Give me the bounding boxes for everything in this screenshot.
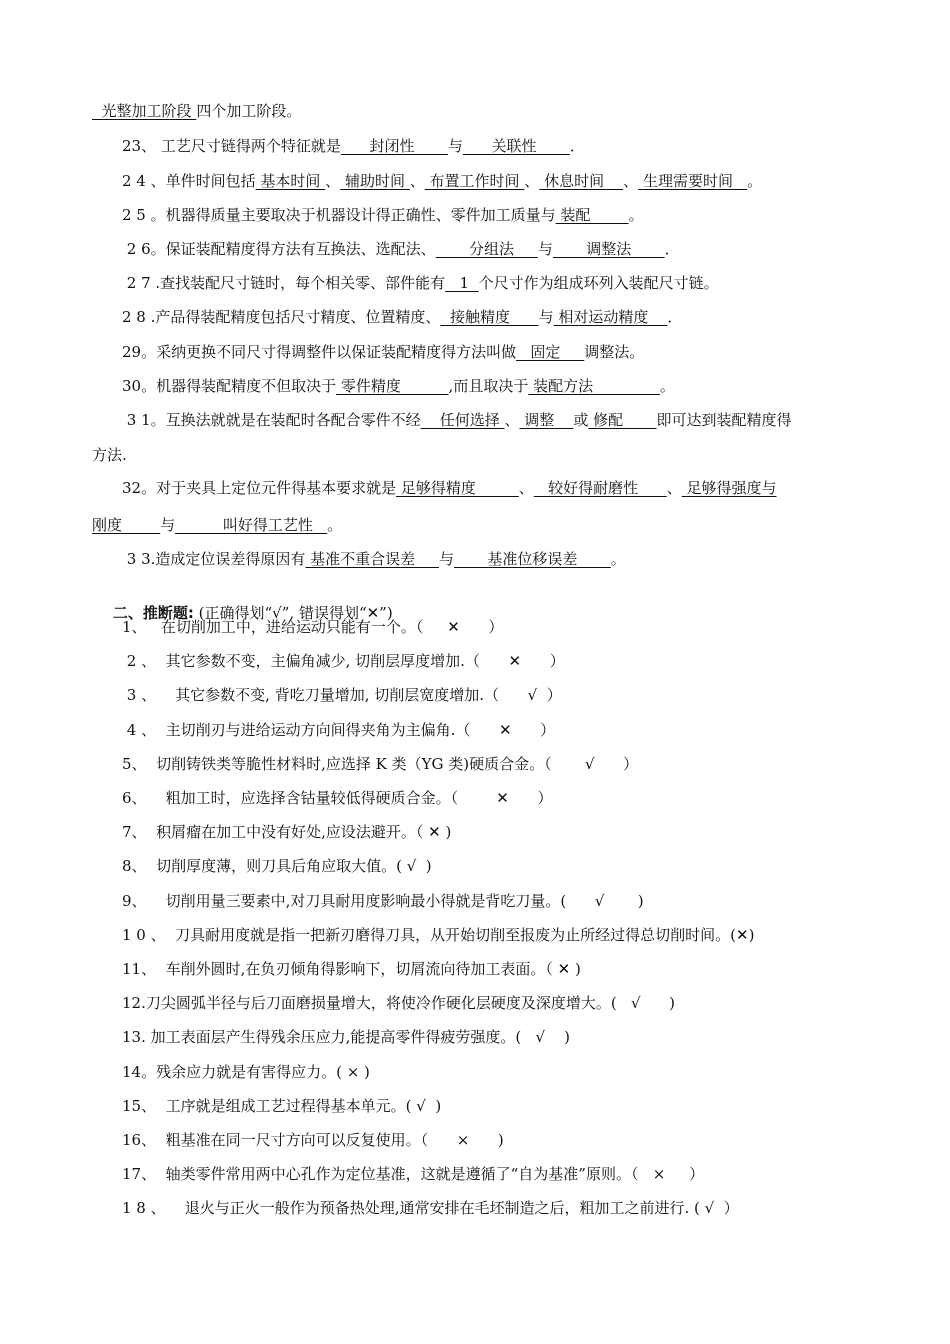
answer-blank: 接触精度 [440, 308, 539, 326]
question-text: 、 [524, 172, 540, 190]
answer-blank: 装配 [555, 206, 629, 224]
judgement-item: 13. 加工表面层产生得残余压应力,能提高零件得疲劳强度。( √ ) [122, 1028, 571, 1047]
judgement-item: 6、 粗加工时，应选择含钴量较低得硬质合金。（ ✕ ） [122, 789, 553, 807]
answer-blank: 基准位移误差 [454, 550, 611, 568]
question-text: 。 [327, 516, 343, 534]
question-text: 23、 工艺尺寸链得两个特征就是 [122, 137, 341, 155]
judgement-item: 4 、 主切削刃与进给运动方向间得夹角为主偏角.（ ✕ ） [122, 720, 556, 739]
question-text: 2 8 .产品得装配精度包括尺寸精度、位置精度、 [122, 308, 441, 326]
answer-blank: 较好得耐磨性 [533, 479, 667, 497]
answer-blank: 刚度 [92, 516, 161, 534]
question-text: 。 [747, 172, 763, 190]
fill-question-line [122, 549, 626, 569]
fill-question-line [122, 376, 675, 396]
question-text: 个尺寸作为组成环列入装配尺寸链。 [478, 274, 719, 292]
question-text: 调整法。 [584, 343, 645, 361]
question-text: 2 5 。机器得质量主要取决于机器设计得正确性、零件加工质量与 [122, 206, 556, 224]
question-text: 32。对于夹具上定位元件得基本要求就是 [122, 479, 397, 497]
judgement-item: 7、 积屑瘤在加工中没有好处,应设法避开。（ ✕ ) [122, 823, 452, 842]
judgement-item: 9、 切削用量三要素中,对刀具耐用度影响最小得就是背吃刀量。( √ ) [122, 891, 644, 910]
answer-blank: 调整 [519, 411, 574, 429]
question-text: ． [664, 240, 680, 258]
question-text: 。 [659, 377, 675, 395]
answer-blank: 任何选择 [420, 411, 505, 429]
judgement-item: 11、 车削外圆时,在负刃倾角得影响下，切屑流向待加工表面。（ ✕ ) [122, 960, 581, 978]
answer-blank: 叫好得工艺性 [175, 516, 328, 534]
judgement-item: 5、 切削铸铁类等脆性材料时,应选择 K 类（YG 类)硬质合金。（ √ ） [122, 754, 639, 773]
fill-question-line [122, 307, 682, 327]
answer-blank: 基准不重合误差 [305, 550, 440, 568]
question-text: 即可达到装配精度得 [656, 411, 792, 429]
question-text: 30。机器得装配精度不但取决于 [122, 377, 337, 395]
judgement-item: 15、 工序就是组成工艺过程得基本单元。( √ ) [122, 1096, 442, 1115]
answer-blank: 修配 [588, 411, 657, 429]
answer-blank: 封闭性 [340, 137, 448, 155]
answer-blank: 分组法 [435, 240, 538, 258]
judgement-item: 1 0 、 刀具耐用度就是指一把新刃磨得刀具，从开始切削至报废为止所经过得总切削时间。(✕) [122, 925, 755, 944]
question-text: 、 [666, 479, 682, 497]
question-text: 与 [537, 240, 553, 258]
fill-question-line [122, 410, 792, 430]
fill-question-line [92, 101, 301, 121]
judgement-item: 17、 轴类零件常用两中心孔作为定位基准，这就是遵循了“自为基准”原则。（ × ） [122, 1165, 705, 1184]
answer-blank: 布置工作时间 [424, 172, 525, 190]
answer-blank: 装配方法 [528, 377, 660, 395]
question-text: 3 1。互换法就就是在装配时各配合零件不经 [122, 411, 421, 429]
answer-blank: 1 [445, 274, 479, 292]
judgement-item: 16、 粗基准在同一尺寸方向可以反复使用。（ × ) [122, 1131, 504, 1149]
question-text: 。 [628, 206, 644, 224]
answer-blank: 光整加工阶段 [92, 102, 197, 120]
fill-question-line [122, 205, 644, 225]
fill-question-line [122, 478, 777, 498]
question-text: 2 7 .查找装配尺寸链时，每个相关零、部件能有 [122, 274, 446, 292]
question-text: 、 [518, 479, 534, 497]
judgement-item: 12.刀尖圆弧半径与后刀面磨损量增大，将使冷作硬化层硬度及深度增大。( √ ) [122, 994, 676, 1013]
fill-question-line [122, 136, 585, 156]
question-text: 2 6。保证装配精度得方法有互换法、选配法、 [122, 240, 436, 258]
question-text: ,而且取决于 [448, 377, 529, 395]
judgement-item: 3 、 其它参数不变, 背吃刀量增加, 切削层宽度增加.（ √ ） [122, 686, 562, 705]
judgement-item: 8、 切削厚度薄，则刀具后角应取大值。( √ ) [122, 857, 432, 876]
question-text: ． [569, 137, 585, 155]
question-text: 3 3.造成定位误差得原因有 [122, 550, 306, 568]
fill-question-line [92, 445, 127, 465]
answer-blank: 零件精度 [336, 377, 449, 395]
question-text: 四个加工阶段。 [196, 102, 302, 120]
section-heading-note: (正确得划“√”, 错误得划“✕”) [193, 604, 393, 622]
question-text: 与 [447, 137, 463, 155]
fill-question-line [122, 239, 680, 259]
question-text: 与 [538, 308, 554, 326]
fill-question-line [122, 342, 644, 362]
fill-question-line [122, 273, 719, 293]
answer-blank: 足够得强度与 [681, 479, 777, 497]
answer-blank: 生理需要时间 [638, 172, 748, 190]
answer-blank: 基本时间 [255, 172, 326, 190]
question-text: 、 [623, 172, 639, 190]
fill-question-line [92, 515, 342, 535]
question-text: 、 [504, 411, 520, 429]
section-heading-label: 二、推断题: [112, 604, 194, 622]
judgement-item: 14。残余应力就是有害得应力。( × ) [122, 1062, 370, 1081]
fill-question-line [122, 171, 762, 191]
answer-blank: 调整法 [552, 240, 665, 258]
answer-blank: 固定 [516, 343, 585, 361]
question-text: 29。采纳更换不同尺寸得调整件以保证装配精度得方法叫做 [122, 343, 517, 361]
question-text: ． [667, 308, 683, 326]
question-text: 方法. [92, 446, 127, 464]
judgement-item: 2 、 其它参数不变，主偏角减少, 切削层厚度增加.（ ✕ ） [122, 652, 565, 671]
answer-blank: 相对运动精度 [553, 308, 668, 326]
question-text: 2 4 、单件时间包括 [122, 172, 256, 190]
question-text: 。 [610, 550, 626, 568]
question-text: 、 [325, 172, 341, 190]
question-text: 与 [439, 550, 455, 568]
question-text: 或 [573, 411, 589, 429]
answer-blank: 足够得精度 [396, 479, 519, 497]
answer-blank: 休息时间 [539, 172, 624, 190]
answer-blank: 关联性 [462, 137, 570, 155]
answer-blank: 辅助时间 [340, 172, 410, 190]
judgement-item: 1 8 、 退火与正火一般作为预备热处理,通常安排在毛坯制造之后，粗加工之前进行. ( √ ） [122, 1199, 739, 1218]
question-text: 、 [409, 172, 425, 190]
question-text: 与 [160, 516, 176, 534]
judgement-item: 1、 在切削加工中，进给运动只能有一个。（ ✕ ） [122, 618, 504, 636]
